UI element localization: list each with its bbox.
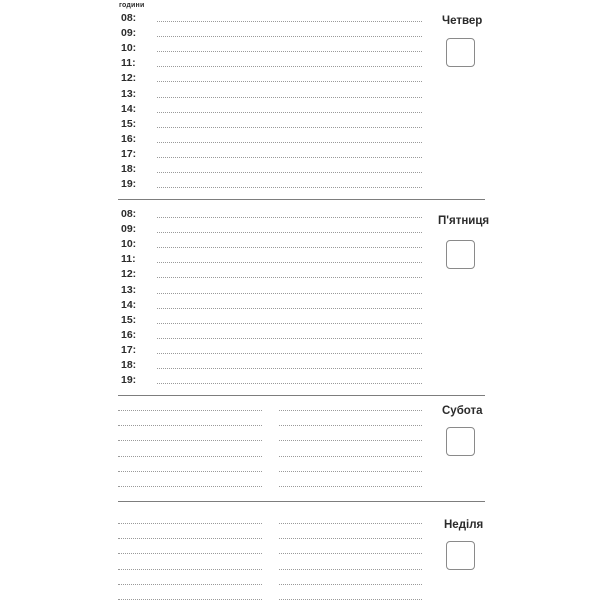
hour-writing-line-friday[interactable] <box>157 217 422 218</box>
hour-writing-line-friday[interactable] <box>157 293 422 294</box>
hour-label-friday: 11: <box>121 253 136 266</box>
hour-label-thursday: 09: <box>121 27 137 40</box>
checkbox-friday[interactable] <box>446 240 475 269</box>
hour-writing-line-friday[interactable] <box>157 368 422 369</box>
note-line-saturday-right[interactable] <box>279 440 422 441</box>
hour-writing-line-thursday[interactable] <box>157 21 422 22</box>
note-line-sunday-right[interactable] <box>279 553 422 554</box>
day-label-saturday: Субота <box>442 405 483 417</box>
hour-label-thursday: 14: <box>121 102 137 115</box>
note-line-saturday-right[interactable] <box>279 425 422 426</box>
hour-writing-line-thursday[interactable] <box>157 51 422 52</box>
note-line-saturday-left[interactable] <box>118 486 262 487</box>
note-line-sunday-right[interactable] <box>279 569 422 570</box>
hour-label-thursday: 17: <box>121 147 137 160</box>
note-line-saturday-left[interactable] <box>118 440 262 441</box>
hour-writing-line-friday[interactable] <box>157 277 422 278</box>
hour-writing-line-thursday[interactable] <box>157 81 422 82</box>
hour-label-friday: 14: <box>121 298 137 311</box>
day-label-sunday: Неділя <box>444 519 484 531</box>
hour-label-friday: 08: <box>121 208 137 220</box>
divider-thursday-friday <box>118 199 485 200</box>
checkbox-sunday[interactable] <box>446 541 475 570</box>
hour-writing-line-friday[interactable] <box>157 308 422 309</box>
note-line-sunday-right[interactable] <box>279 523 422 524</box>
hour-writing-line-thursday[interactable] <box>157 127 422 128</box>
hour-writing-line-thursday[interactable] <box>157 66 422 67</box>
note-line-sunday-right[interactable] <box>279 538 422 539</box>
hour-writing-line-thursday[interactable] <box>157 172 422 173</box>
note-line-saturday-right[interactable] <box>279 456 422 457</box>
hour-writing-line-thursday[interactable] <box>157 112 422 113</box>
hour-label-thursday: 12: <box>121 72 137 85</box>
hour-writing-line-friday[interactable] <box>157 247 422 248</box>
hour-label-thursday: 19: <box>121 178 137 191</box>
note-line-saturday-left[interactable] <box>118 471 262 472</box>
hour-label-thursday: 18: <box>121 163 137 175</box>
note-line-saturday-right[interactable] <box>279 410 422 411</box>
hour-label-thursday: 10: <box>121 42 137 55</box>
hour-label-friday: 10: <box>121 238 137 251</box>
note-line-saturday-left[interactable] <box>118 410 262 411</box>
day-label-friday: П'ятниця <box>438 215 490 227</box>
hour-writing-line-thursday[interactable] <box>157 97 422 98</box>
hour-label-friday: 15: <box>121 313 137 326</box>
hour-writing-line-friday[interactable] <box>157 323 422 324</box>
checkbox-saturday[interactable] <box>446 427 475 456</box>
hour-label-friday: 12: <box>121 268 137 281</box>
hours-caption: години <box>119 2 145 9</box>
note-line-saturday-left[interactable] <box>118 425 262 426</box>
hour-label-friday: 17: <box>121 343 137 356</box>
note-line-sunday-left[interactable] <box>118 569 262 570</box>
note-line-sunday-left[interactable] <box>118 538 262 539</box>
note-line-sunday-left[interactable] <box>118 553 262 554</box>
note-line-sunday-right[interactable] <box>279 584 422 585</box>
hour-writing-line-thursday[interactable] <box>157 187 422 188</box>
divider-friday-saturday <box>118 395 485 396</box>
note-line-saturday-right[interactable] <box>279 486 422 487</box>
hour-writing-line-thursday[interactable] <box>157 142 422 143</box>
hour-writing-line-friday[interactable] <box>157 262 422 263</box>
hour-label-thursday: 11: <box>121 57 136 70</box>
hour-label-thursday: 16: <box>121 132 137 145</box>
hour-label-friday: 09: <box>121 223 137 236</box>
checkbox-thursday[interactable] <box>446 38 475 67</box>
hour-label-thursday: 08: <box>121 12 137 24</box>
hour-label-thursday: 13: <box>121 87 137 100</box>
hour-writing-line-thursday[interactable] <box>157 157 422 158</box>
day-label-thursday: Четвер <box>442 15 483 27</box>
note-line-sunday-left[interactable] <box>118 523 262 524</box>
hour-label-thursday: 15: <box>121 117 137 130</box>
hour-label-friday: 19: <box>121 374 137 387</box>
hour-writing-line-friday[interactable] <box>157 353 422 354</box>
hour-label-friday: 13: <box>121 283 137 296</box>
hour-writing-line-thursday[interactable] <box>157 36 422 37</box>
note-line-sunday-left[interactable] <box>118 584 262 585</box>
hour-writing-line-friday[interactable] <box>157 232 422 233</box>
hour-label-friday: 18: <box>121 359 137 371</box>
divider-saturday-sunday <box>118 501 485 502</box>
hour-writing-line-friday[interactable] <box>157 383 422 384</box>
note-line-saturday-left[interactable] <box>118 456 262 457</box>
hour-label-friday: 16: <box>121 328 137 341</box>
hour-writing-line-friday[interactable] <box>157 338 422 339</box>
note-line-saturday-right[interactable] <box>279 471 422 472</box>
